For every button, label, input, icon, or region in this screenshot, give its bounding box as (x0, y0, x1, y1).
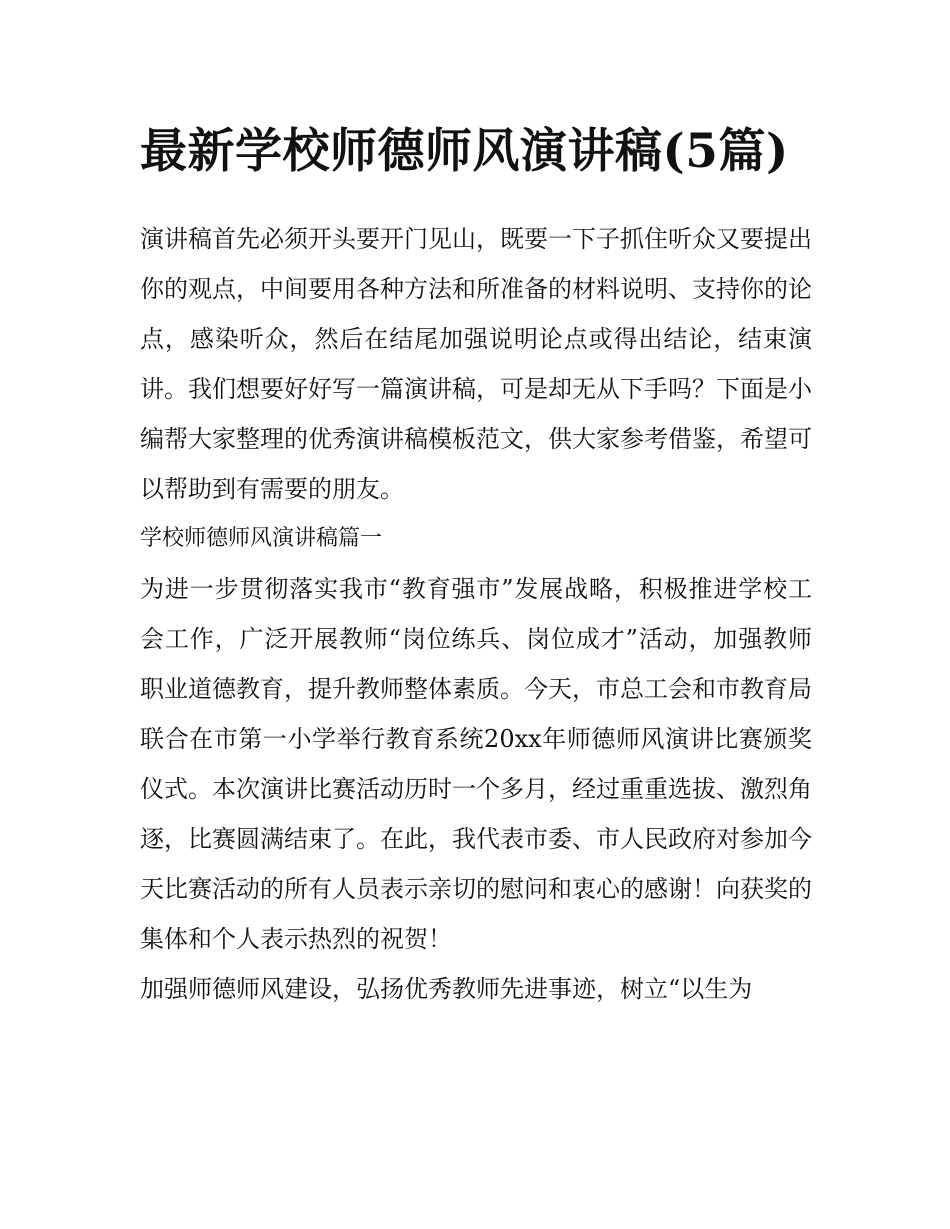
document-title: 最新学校师德师风演讲稿(5篇) (140, 124, 789, 179)
body-paragraph-2: 加强师德师风建设，弘扬优秀教师先进事迹，树立“以生为 (140, 975, 753, 1003)
intro-paragraph: 演讲稿首先必须开头要开门见山，既要一下子抓住听众又要提出你的观点，中间要用各种方法和所准备的材料说明、支持你的论点，感染听众，然后在结尾加强说明论点或得出结论，结束演讲。我们想要好好写一篇演讲稿，可是却无从下手吗？下面是小编帮大家整理的优秀演讲稿模板范文，供大家参考借鉴，希望可以帮助到有需要的朋友。 (140, 225, 812, 503)
section-heading: 学校师德师风演讲稿篇一 (140, 526, 383, 551)
body-paragraph-1: 为进一步贯彻落实我市“教育强市”发展战略，积极推进学校工会工作，广泛开展教师“岗位练兵、岗位成才”活动，加强教师职业道德教育，提升教师整体素质。今天，市总工会和市教育局联合在市第一小学举行教育系统20xx年师德师风演讲比赛颁奖仪式。本次演讲比赛活动历时一个多月，经过重重选拔、激烈角逐，比赛圆满结束了。在此，我代表市委、市人民政府对参加今天比赛活动的所有人员表示亲切的慰问和衷心的感谢！向获奖的集体和个人表示热烈的祝贺！ (140, 575, 812, 953)
document-page (140, 112, 812, 1014)
